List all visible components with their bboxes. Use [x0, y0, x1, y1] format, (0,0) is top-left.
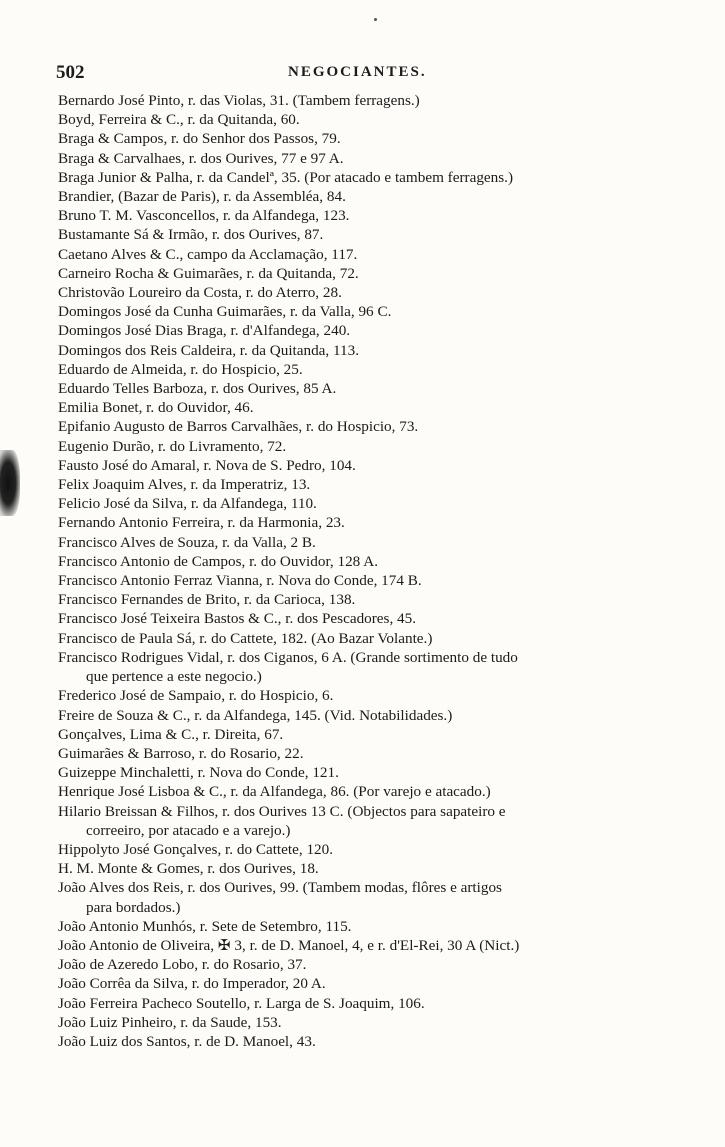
list-item: Hilario Breissan & Filhos, r. dos Ourives 13 C. (Objectos para sapateiro e — [58, 802, 506, 820]
list-item: João Antonio de Oliveira, ✠ 3, r. de D. Manoel, 4, e r. d'El-Rei, 30 A (Nict.) — [58, 936, 520, 954]
list-item: Boyd, Ferreira & C., r. da Quitanda, 60. — [58, 111, 300, 129]
list-item: João Ferreira Pacheco Soutello, r. Larga de S. Joaquim, 106. — [58, 994, 425, 1012]
list-item: Fausto José do Amaral, r. Nova de S. Pedro, 104. — [58, 456, 356, 474]
list-item: Bernardo José Pinto, r. das Violas, 31. (Tambem ferragens.) — [58, 92, 420, 109]
list-item: João Alves dos Reis, r. dos Ourives, 99. (Tambem modas, flôres e artigos — [58, 879, 502, 897]
list-item: Gonçalves, Lima & C., r. Direita, 67. — [58, 725, 284, 743]
list-item-continuation: que pertence a este negocio.) — [86, 668, 262, 686]
list-item: Eugenio Durão, r. do Livramento, 72. — [58, 437, 287, 455]
list-item: Fernando Antonio Ferreira, r. da Harmonia, 23. — [58, 514, 345, 532]
running-title: NEGOCIANTES. — [288, 64, 427, 80]
list-item: Francisco José Teixeira Bastos & C., r. dos Pescadores, 45. — [58, 610, 417, 628]
list-item: Francisco Antonio de Campos, r. do Ouvidor, 128 A. — [58, 552, 378, 570]
list-item: Francisco Fernandes de Brito, r. da Carioca, 138. — [58, 591, 356, 609]
list-item: Domingos José Dias Braga, r. d'Alfandega, 240. — [58, 322, 351, 340]
list-item: Felix Joaquim Alves, r. da Imperatriz, 13. — [58, 476, 311, 494]
list-item: Domingos José da Cunha Guimarães, r. da Valla, 96 C. — [58, 303, 392, 321]
list-item: João Luiz dos Santos, r. de D. Manoel, 43. — [58, 1032, 316, 1050]
merchant-list — [58, 91, 698, 1051]
list-item: Braga & Carvalhaes, r. dos Ourives, 77 e 97 A. — [58, 149, 344, 167]
list-item: Christovão Loureiro da Costa, r. do Aterro, 28. — [58, 284, 342, 302]
list-item: João Luiz Pinheiro, r. da Saude, 153. — [58, 1013, 282, 1031]
list-item: Francisco Rodrigues Vidal, r. dos Ciganos, 6 A. (Grande sortimento de tudo — [58, 648, 518, 666]
list-item: Guizeppe Minchaletti, r. Nova do Conde, 121. — [58, 764, 339, 782]
list-item: Bruno T. M. Vasconcellos, r. da Alfandega, 123. — [58, 207, 350, 225]
list-item: Freire de Souza & C., r. da Alfandega, 145. (Vid. Notabilidades.) — [58, 706, 453, 724]
list-item: João Antonio Munhós, r. Sete de Setembro, 115. — [58, 917, 352, 935]
list-item: Eduardo de Almeida, r. do Hospicio, 25. — [58, 360, 303, 378]
list-item: João de Azeredo Lobo, r. do Rosario, 37. — [58, 956, 307, 974]
list-item: H. M. Monte & Gomes, r. dos Ourives, 18. — [58, 860, 319, 878]
list-item: Caetano Alves & C., campo da Acclamação, 117. — [58, 245, 358, 263]
list-item: Braga & Campos, r. do Senhor dos Passos, 79. — [58, 130, 341, 148]
list-item: Brandier, (Bazar de Paris), r. da Assembléa, 84. — [58, 188, 346, 206]
list-item: Emilia Bonet, r. do Ouvidor, 46. — [58, 399, 254, 417]
list-item: Braga Junior & Palha, r. da Candelª, 35. (Por atacado e tambem ferragens.) — [58, 168, 514, 186]
list-item: Hippolyto José Gonçalves, r. do Cattete, 120. — [58, 840, 334, 858]
ink-speck — [374, 18, 377, 21]
list-item: Eduardo Telles Barboza, r. dos Ourives, 85 A. — [58, 380, 337, 398]
list-item: Francisco Antonio Ferraz Vianna, r. Nova do Conde, 174 B. — [58, 572, 422, 590]
list-item: Epifanio Augusto de Barros Carvalhães, r. do Hospicio, 73. — [58, 418, 419, 436]
list-item: Domingos dos Reis Caldeira, r. da Quitanda, 113. — [58, 341, 360, 359]
list-item: Bustamante Sá & Irmão, r. dos Ourives, 87. — [58, 226, 324, 244]
list-item: Francisco de Paula Sá, r. do Cattete, 182. (Ao Bazar Volante.) — [58, 629, 433, 647]
list-item: Carneiro Rocha & Guimarães, r. da Quitanda, 72. — [58, 264, 359, 282]
list-item-continuation: correeiro, por atacado e a varejo.) — [86, 821, 291, 839]
list-item: Francisco Alves de Souza, r. da Valla, 2 B. — [58, 533, 316, 551]
list-item: Henrique José Lisboa & C., r. da Alfandega, 86. (Por varejo e atacado.) — [58, 783, 491, 801]
list-item: Frederico José de Sampaio, r. do Hospicio, 6. — [58, 687, 334, 705]
page-number: 502 — [56, 62, 85, 83]
list-item: João Corrêa da Silva, r. do Imperador, 20 A. — [58, 975, 326, 993]
page-header — [56, 62, 696, 86]
list-item: Felicio José da Silva, r. da Alfandega, 110. — [58, 495, 317, 513]
ink-blot-margin — [0, 450, 20, 516]
list-item: Guimarães & Barroso, r. do Rosario, 22. — [58, 744, 304, 762]
list-item-continuation: para bordados.) — [86, 898, 181, 916]
